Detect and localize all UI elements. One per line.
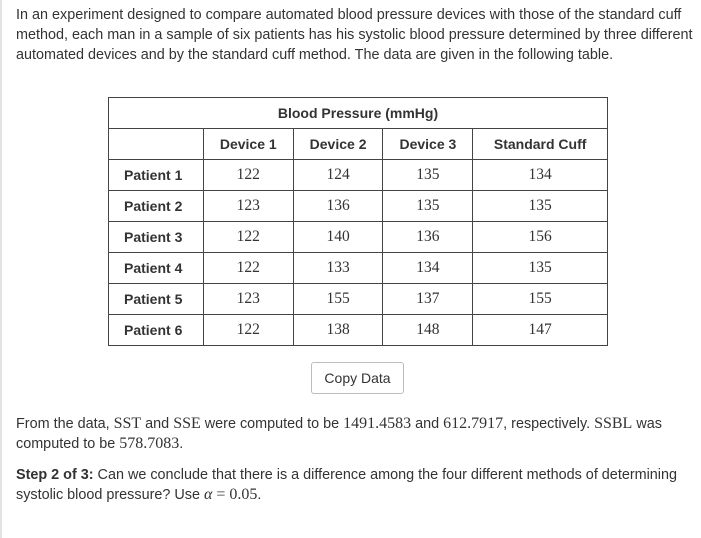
table-row: [109, 284, 608, 315]
header-blank: [109, 129, 204, 160]
alpha-symbol: α: [203, 486, 213, 503]
text: and: [141, 416, 174, 432]
left-border: [0, 0, 2, 538]
equals-sign: =: [212, 486, 230, 503]
alpha-value: 0.05: [229, 486, 258, 503]
cell-value: 123: [203, 284, 293, 315]
ssbl-value: 578.7083: [119, 435, 180, 452]
table-row: [109, 253, 608, 284]
cell-value: 140: [293, 222, 383, 253]
row-label: Patient 3: [109, 222, 204, 253]
row-label: Patient 2: [109, 191, 204, 222]
cell-value: 123: [203, 191, 293, 222]
table-row: [109, 191, 608, 222]
cell-value: 155: [473, 284, 608, 315]
cell-value: 137: [383, 284, 473, 315]
table-row: [109, 315, 608, 346]
cell-value: 135: [473, 191, 608, 222]
cell-value: 135: [383, 191, 473, 222]
cell-value: 136: [383, 222, 473, 253]
cell-value: 134: [473, 160, 608, 191]
copy-data-button[interactable]: Copy Data: [311, 362, 404, 394]
header-device-3: Device 3: [383, 129, 473, 160]
step-question: [16, 465, 696, 505]
text: was computed to be: [16, 416, 662, 452]
cell-value: 122: [203, 253, 293, 284]
blood-pressure-table: [108, 97, 608, 346]
cell-value: 148: [383, 315, 473, 346]
text: , respectively.: [503, 416, 595, 432]
sst-value: 1491.4583: [343, 415, 412, 432]
cell-value: 135: [473, 253, 608, 284]
row-label: Patient 1: [109, 160, 204, 191]
cell-value: 136: [293, 191, 383, 222]
row-label: Patient 5: [109, 284, 204, 315]
table-row: [109, 160, 608, 191]
cell-value: 138: [293, 315, 383, 346]
table-row: [109, 222, 608, 253]
computed-values-paragraph: [16, 414, 696, 454]
cell-value: 133: [293, 253, 383, 284]
sst-symbol: SST: [113, 415, 142, 432]
ssbl-symbol: SSBL: [594, 415, 633, 432]
cell-value: 147: [473, 315, 608, 346]
cell-value: 122: [203, 315, 293, 346]
sse-symbol: SSE: [173, 415, 201, 432]
header-device-1: Device 1: [203, 129, 293, 160]
text: .: [179, 436, 184, 452]
step-text: Can we conclude that there is a difference among the four different methods of determining systolic blood pressure? Use: [16, 467, 678, 503]
cell-value: 122: [203, 160, 293, 191]
cell-value: 156: [473, 222, 608, 253]
cell-value: 134: [383, 253, 473, 284]
header-device-2: Device 2: [293, 129, 383, 160]
sse-value: 612.7917: [443, 415, 504, 432]
cell-value: 124: [293, 160, 383, 191]
text: and: [411, 416, 444, 432]
cell-value: 155: [293, 284, 383, 315]
period: .: [257, 487, 262, 503]
text: From the data,: [16, 416, 114, 432]
step-label: Step 2 of 3:: [16, 467, 94, 483]
row-label: Patient 4: [109, 253, 204, 284]
table-title: Blood Pressure (mmHg): [109, 98, 608, 129]
header-standard-cuff: Standard Cuff: [473, 129, 608, 160]
cell-value: 122: [203, 222, 293, 253]
problem-intro: In an experiment designed to compare automated blood pressure devices with those of the standard cuff method, each man in a sample of six patients has his systolic blood pressure determined by three different automated devices and by the standard cuff method. The data are given in the following table.: [16, 7, 693, 63]
cell-value: 135: [383, 160, 473, 191]
text: were computed to be: [200, 416, 344, 432]
row-label: Patient 6: [109, 315, 204, 346]
